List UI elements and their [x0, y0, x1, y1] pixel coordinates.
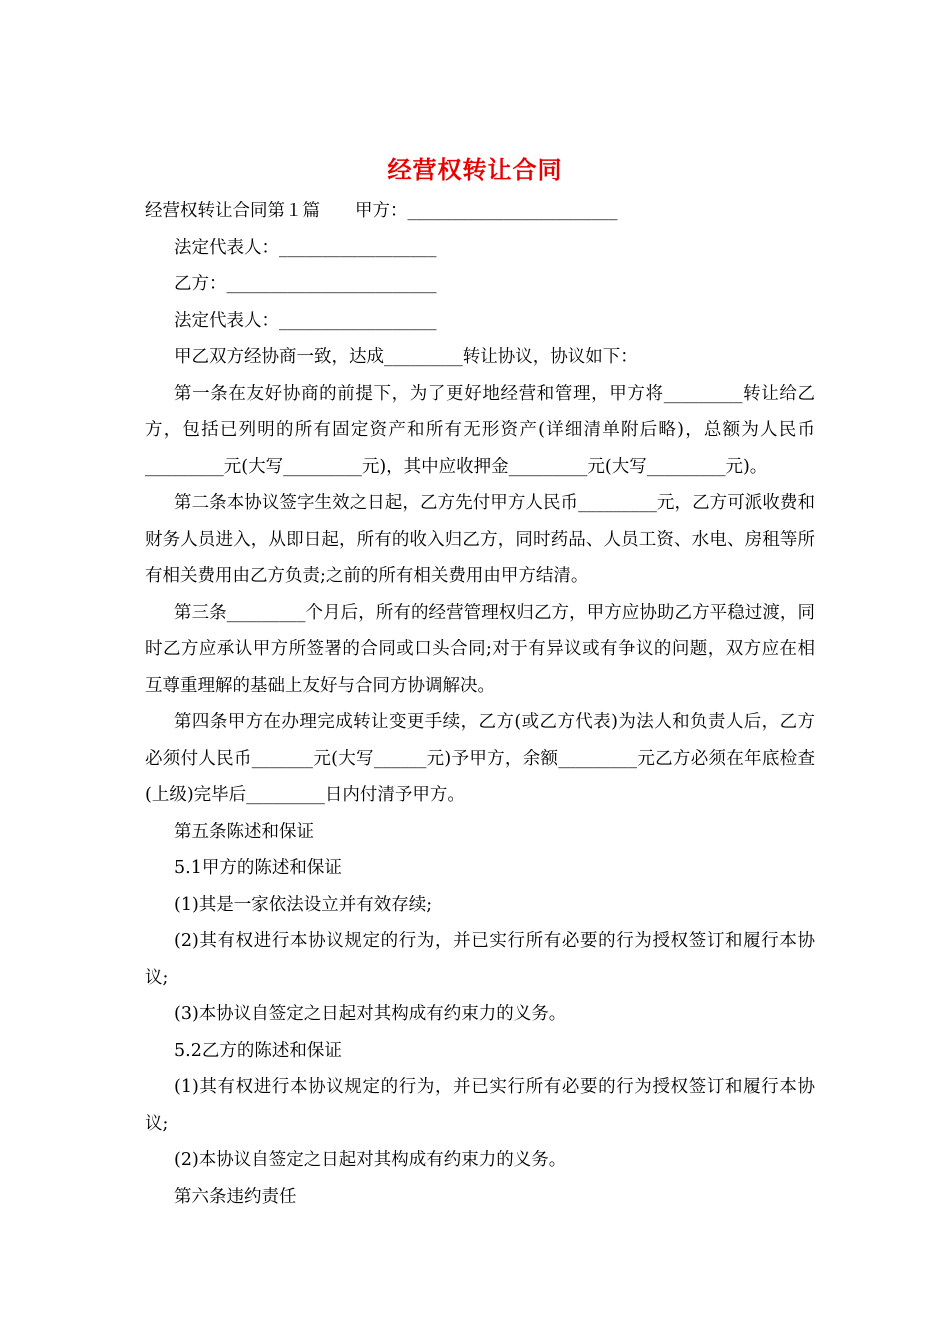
paragraph-article-2: 第二条本协议签字生效之日起，乙方先付甲方人民币_________元，乙方可派收费和财务人员进入，从即日起，所有的收入归乙方，同时药品、人员工资、水电、房租等所有相关费用由乙方负责;之前的所有相关费用由甲方结清。 — [145, 493, 815, 586]
paragraph-legal-rep-a: 法定代表人：__________________ — [174, 237, 437, 258]
paragraph-heading-party-a: 经营权转让合同第１篇 甲方：________________________ — [145, 201, 618, 221]
document-body — [145, 193, 815, 1215]
paragraph-5-1: 5.1甲方的陈述和保证 — [174, 858, 342, 878]
paragraph-legal-rep-b: 法定代表人：__________________ — [174, 310, 437, 331]
paragraph-5-1-item-1: (1)其是一家依法设立并有效存续; — [174, 894, 433, 915]
paragraph-5-2-item-1: (1)其有权进行本协议规定的行为，并已实行所有必要的行为授权签订和履行本协议; — [145, 1077, 815, 1134]
paragraph-party-b: 乙方：________________________ — [174, 274, 437, 294]
paragraph-5-1-item-2: (2)其有权进行本协议规定的行为，并已实行所有必要的行为授权签订和履行本协议; — [145, 931, 815, 988]
paragraph-5-2: 5.2乙方的陈述和保证 — [174, 1040, 342, 1061]
paragraph-article-5: 第五条陈述和保证 — [174, 821, 314, 842]
document-title: 经营权转让合同 — [387, 155, 563, 184]
paragraph-article-3: 第三条_________个月后，所有的经营管理权归乙方，甲方应协助乙方平稳过渡，同时乙方应承认甲方所签署的合同或口头合同;对于有异议或有争议的问题，双方应在相互尊重理解的基础上友好与合同方协调解决。 — [145, 602, 815, 696]
paragraph-article-6: 第六条违约责任 — [174, 1186, 297, 1207]
paragraph-5-1-item-3: (3)本协议自签定之日起对其构成有约束力的义务。 — [174, 1004, 567, 1024]
paragraph-intro: 甲乙双方经协商一致，达成_________转让协议，协议如下： — [174, 347, 638, 367]
paragraph-article-4: 第四条甲方在办理完成转让变更手续，乙方(或乙方代表)为法人和负责人后，乙方必须付人民币_______元(大写______元)予甲方，余额_________元乙方必须在年底检查(上级)完毕后_________日内付清予甲方。 — [145, 712, 815, 805]
paragraph-5-2-item-2: (2)本协议自签定之日起对其构成有约束力的义务。 — [174, 1150, 567, 1170]
paragraph-article-1: 第一条在友好协商的前提下，为了更好地经营和管理，甲方将_________转让给乙方，包括已列明的所有固定资产和所有无形资产(详细清单附后略)，总额为人民币_________元(大写_________元)，其中应收押金_________元(大写_________元)。 — [145, 383, 815, 477]
